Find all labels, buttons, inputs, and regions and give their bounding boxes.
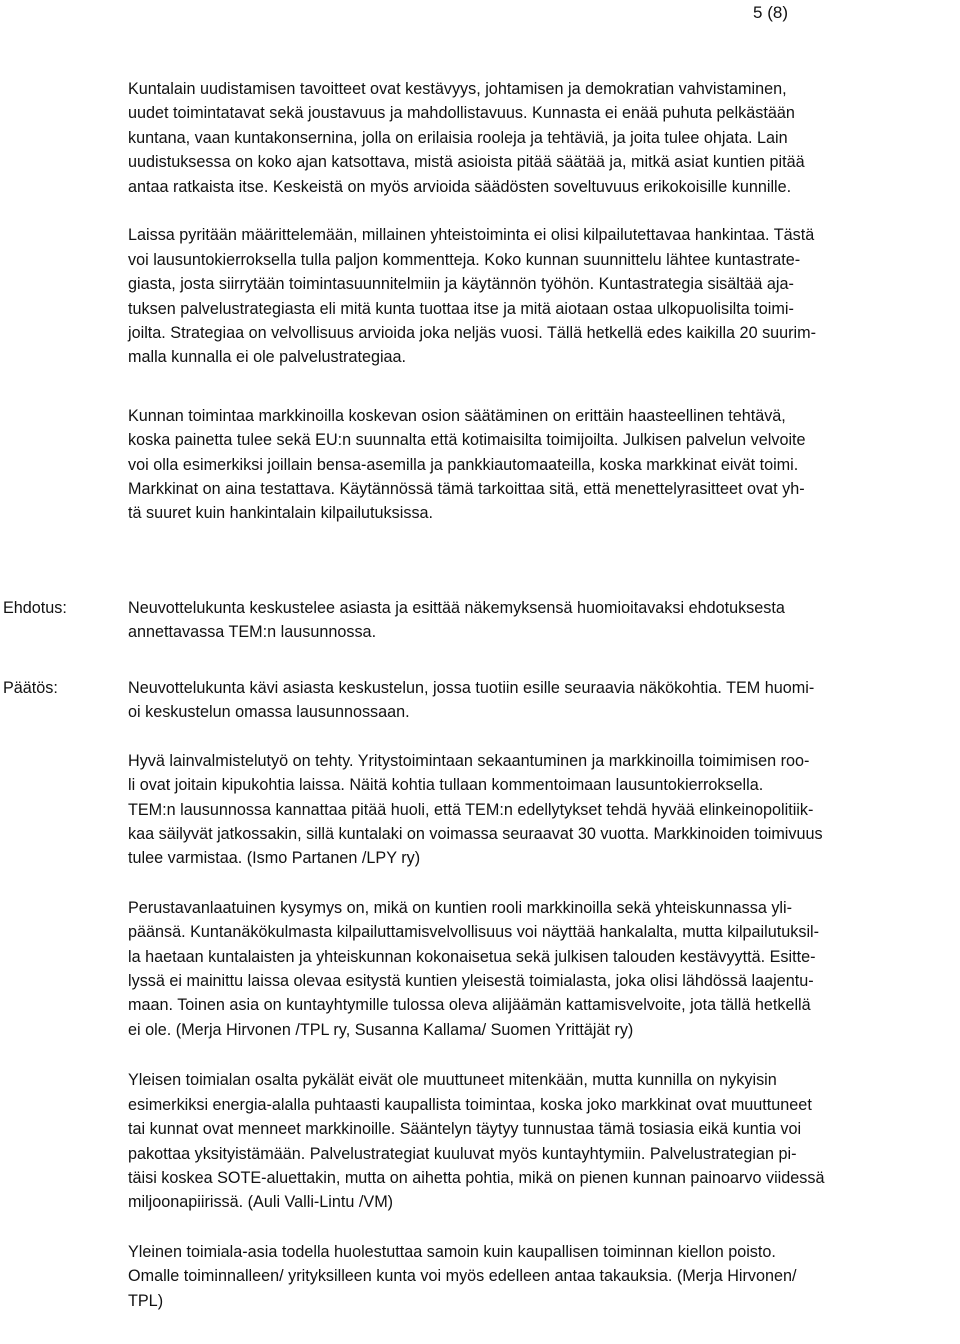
text-line: koska painetta tulee sekä EU:n suunnalta että kotimaisilta toimijoilta. Julkisen palvelun velvoite (128, 431, 806, 450)
paatos-paragraph-1 (128, 676, 958, 725)
text-line: tulee varmistaa. (Ismo Partanen /LPY ry) (128, 849, 421, 868)
intro-paragraph-2 (128, 223, 950, 369)
text-line: annettavassa TEM:n lausunnossa. (128, 623, 377, 642)
text-line: pakottaa yksityistämään. Palvelustrategiat kuuluvat myös kuntayhtymiin. Palvelustrategian pi- (128, 1144, 797, 1163)
text-line: kaa säilyvät jatkossakin, sillä kuntalaki on voimassa seuraavat 30 vuotta. Markkinoiden toimivuus (128, 825, 823, 844)
text-line: maan. Toinen asia on kuntayhtymille tulossa oleva alijäämän kattamisvelvoite, jota tällä hetkellä (128, 996, 811, 1015)
paatos-body (128, 676, 958, 1313)
text-line: voi lausuntokierroksella tulla paljon kommentteja. Koko kunnan suunnittelu lähtee kuntastrate- (128, 250, 801, 269)
text-line: tai kunnat ovat menneet markkinoille. Sääntelyn täytyy tunnustaa tämä tosiasia eikä kuntia voi (128, 1120, 802, 1139)
text-line: joilta. Strategiaa on velvollisuus arvioida joka neljäs vuosi. Tällä hetkellä edes kaikilla 20 suurim- (128, 324, 817, 343)
text-line: Kuntalain uudistamisen tavoitteet ovat kestävyys, johtamisen ja demokratian vahvistaminen, (128, 80, 787, 98)
paatos-paragraph-2 (128, 749, 958, 871)
text-line: kuntana, vaan kuntakonsernina, jolla on erilaisia rooleja ja tehtäviä, ja joita tulee ohjata. Lain (128, 128, 788, 147)
text-line: Yleinen toimiala-asia todella huolestuttaa samoin kuin kaupallisen toiminnan kiellon poisto. (128, 1242, 776, 1261)
text-line: Neuvottelukunta kävi asiasta keskustelun, jossa tuotiin esille seuraavia näkökohtia. TEM huomi- (128, 679, 815, 697)
text-line: päänsä. Kuntanäkökulmasta kilpailuttamisvelvollisuus voi näyttää hankalalta, mutta kilpailutuksil- (128, 923, 820, 942)
ehdotus-paragraph (128, 596, 958, 645)
text-line: Neuvottelukunta keskustelee asiasta ja esittää näkemyksensä huomioitavaksi ehdotuksesta (128, 599, 785, 617)
text-line: Laissa pyritään määrittelemään, millainen yhteistoiminta ei olisi kilpailutettavaa hankintaa. Tästä (128, 226, 815, 245)
text-line: li ovat joitain kipukohtia laissa. Näitä kohtia tullaan kommentoimaan lausuntokierroksella. (128, 776, 764, 795)
text-line: TEM:n lausunnossa kannattaa pitää huoli, että TEM:n edellytykset tehdä hyvää elinkeinopolitiik- (128, 800, 814, 819)
text-line: lyssä ei mainittu laissa olevaa esitystä kuntien yleisestä toimialasta, joka olisi lähdössä laajentu- (128, 972, 814, 991)
text-line: Yleisen toimialan osalta pykälät eivät ole muuttuneet mitenkään, mutta kunnilla on nykyisin (128, 1071, 777, 1090)
text-line: esimerkiksi energia-alalla puhtaasti kaupallista toimintaa, koska joko markkinat ovat muuttuneet (128, 1095, 812, 1114)
text-line: ei ole. (Merja Hirvonen /TPL ry, Susanna Kallama/ Suomen Yrittäjät ry) (128, 1020, 634, 1039)
text-line: täisi koskea SOTE-aluettakin, mutta on aihetta pohtia, mikä on pienen kunnan painoarvo viidessä (128, 1168, 825, 1187)
text-line: Perustavanlaatuinen kysymys on, mikä on kuntien rooli markkinoilla sekä yhteiskunnassa yli- (128, 898, 792, 917)
text-line: Kunnan toimintaa markkinoilla koskevan osion säätäminen on erittäin haasteellinen tehtävä, (128, 406, 786, 425)
page-number: 5 (8) (753, 3, 788, 22)
text-line: voi olla esimerkiksi joillain bensa-asemilla ja pankkiautomaateilla, koska markkinat eivät toimi. (128, 455, 799, 474)
text-line: oi keskustelun omassa lausunnossaan. (128, 703, 410, 722)
text-line: Omalle toiminnalleen/ yrityksilleen kunta voi myös edelleen antaa takauksia. (Merja Hirvonen/ (128, 1267, 797, 1286)
text-line: malla kunnalla ei ole palvelustrategiaa. (128, 348, 407, 367)
intro-paragraph-1 (128, 77, 950, 199)
paatos-paragraph-3 (128, 896, 958, 1042)
intro-paragraph-3 (128, 404, 950, 526)
paatos-label: Päätös: (3, 679, 58, 697)
text-line: Markkinat on aina testattava. Käytännössä tämä tarkoittaa sitä, että menettelyrasitteet ovat yh- (128, 480, 805, 499)
text-line: antaa ratkaista itse. Keskeistä on myös arvioida säädösten soveltuvuus erikokoisille kunnille. (128, 177, 792, 196)
text-line: giasta, josta siirrytään toimintasuunnitelmiin ja käytännön työhön. Kuntastrategia sisältää aja- (128, 275, 794, 294)
text-line: uudistuksessa on koko ajan katsottava, mistä asioista pitää säätää ja, mitkä asiat kuntien pitää (128, 153, 805, 172)
ehdotus-label: Ehdotus: (3, 599, 67, 617)
paatos-paragraph-4 (128, 1068, 958, 1214)
text-line: tä suuret kuin hankintalain kilpailutuksissa. (128, 504, 434, 523)
text-line: la haetaan kuntalaisten ja yhteiskunnan kokonaisetua sekä julkisen talouden kestävyyttä. Esitte- (128, 947, 816, 966)
text-line: uudet toimintatavat sekä joustavuus ja mahdollistavuus. Kunnasta ei enää puhuta pelkästään (128, 104, 795, 123)
text-line: tuksen palvelustrategiasta eli mitä kunta tuottaa itse ja mitä aiotaan ostaa ulkopuolisilta toimi- (128, 299, 794, 318)
intro-section (128, 77, 950, 526)
text-line: Hyvä lainvalmistelutyö on tehty. Yritystoimintaan sekaantuminen ja markkinoilla toimimisen roo- (128, 751, 810, 770)
text-line: miljoonapiirissä. (Auli Valli-Lintu /VM) (128, 1193, 394, 1212)
text-line: TPL) (128, 1291, 164, 1310)
paatos-paragraph-5 (128, 1240, 958, 1313)
ehdotus-body (128, 596, 958, 645)
